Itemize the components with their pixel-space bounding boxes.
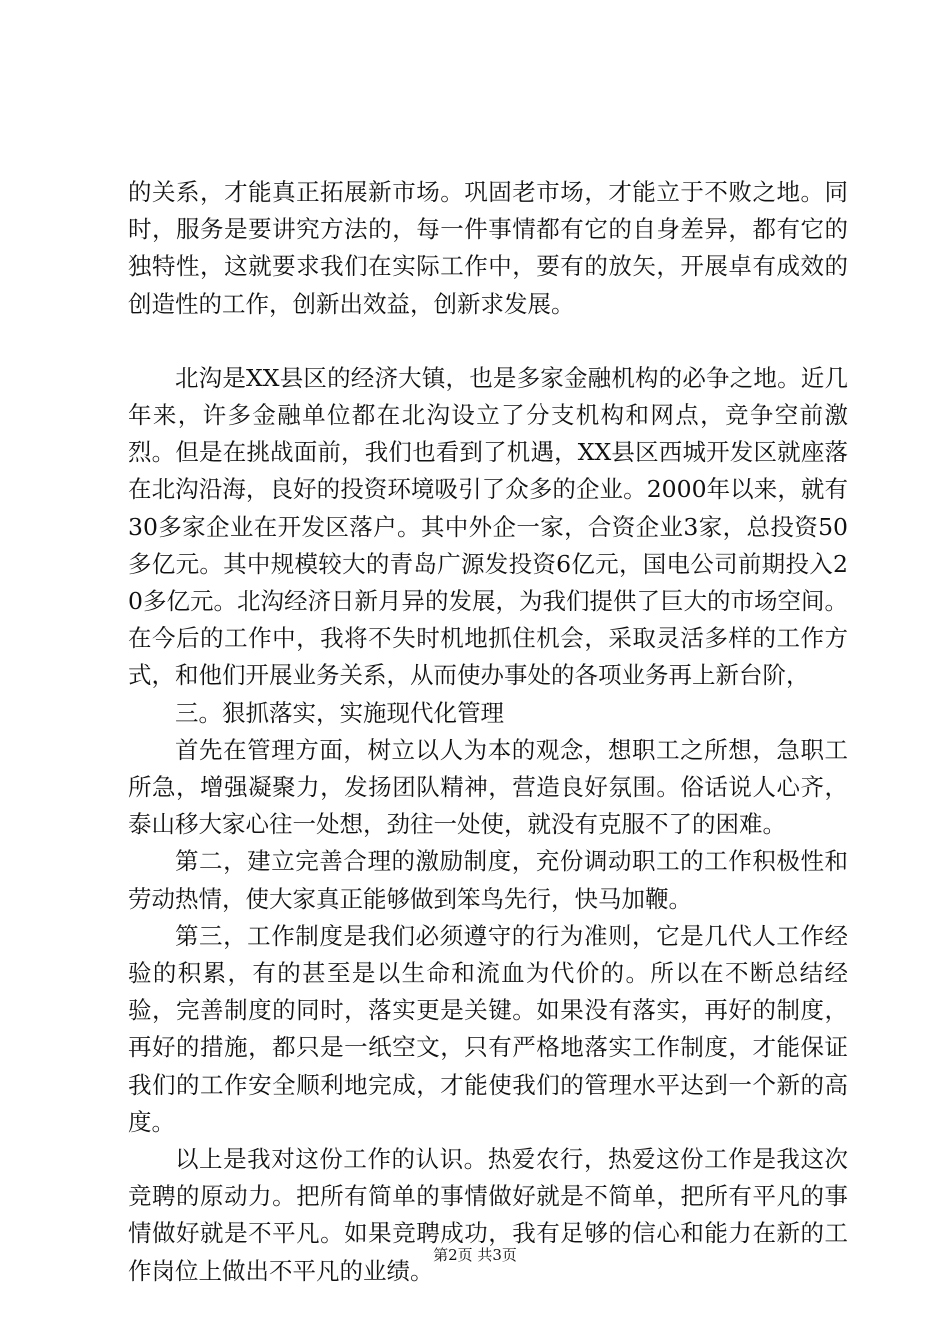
paragraph-incentive-system: 第二，建立完善合理的激励制度，充份调动职工的工作积极性和劳动热情，使大家真正能够做到笨鸟先行，快马加鞭。 [128,847,848,913]
paragraph-continuation: 的关系，才能真正拓展新市场。巩固老市场，才能立于不败之地。同时，服务是要讲究方法的，每一件事情都有它的自身差异，都有它的独特性，这就要求我们在实际工作中，要有的放矢，开展卓有成效的创造性的工作，创新出效益，创新求发展。 [128,178,848,318]
paragraph-conclusion: 以上是我对这份工作的认识。热爱农行，热爱这份工作是我这次竞聘的原动力。把所有简单的事情做好就是不简单，把所有平凡的事情做好就是不平凡。如果竞聘成功，我有足够的信心和能力在新的工作岗位上做出不平凡的业绩。 [128,1145,848,1285]
paragraph-work-rules: 第三，工作制度是我们必须遵守的行为准则，它是几代人工作经验的积累，有的甚至是以生命和流血为代价的。所以在不断总结经验，完善制度的同时，落实更是关键。如果没有落实，再好的制度，再好的措施，都只是一纸空文，只有严格地落实工作制度，才能保证我们的工作安全顺利地完成，才能使我们的管理水平达到一个新的高度。 [128,921,848,1136]
paragraph-management-first: 首先在管理方面，树立以人为本的观念，想职工之所想，急职工所急，增强凝聚力，发扬团队精神，营造良好氛围。俗话说人心齐，泰山移大家心往一处想，劲往一处使，就没有克服不了的困难。 [128,735,848,839]
document-body [128,174,848,1290]
page-number-footer: 第2页 共3页 [433,1246,517,1264]
paragraph-beigou-economy: 北沟是XX县区的经济大镇，也是多家金融机构的必争之地。近几年来，许多金融单位都在北沟设立了分支机构和网点，竞争空前激烈。但是在挑战面前，我们也看到了机遇，XX县区西城开发区就座落在北沟沿海，良好的投资环境吸引了众多的企业。2000年以来，就有30多家企业在开发区落户。其中外企一家，合资企业3家，总投资50多亿元。其中规模较大的青岛广源发投资6亿元，国电公司前期投入20多亿元。北沟经济日新月异的发展，为我们提供了巨大的市场空间。在今后的工作中，我将不失时机地抓住机会，采取灵活多样的工作方式，和他们开展业务关系，从而使办事处的各项业务再上新台阶， [128,363,848,690]
section-heading-management: 三。狠抓落实，实施现代化管理 [175,698,504,727]
